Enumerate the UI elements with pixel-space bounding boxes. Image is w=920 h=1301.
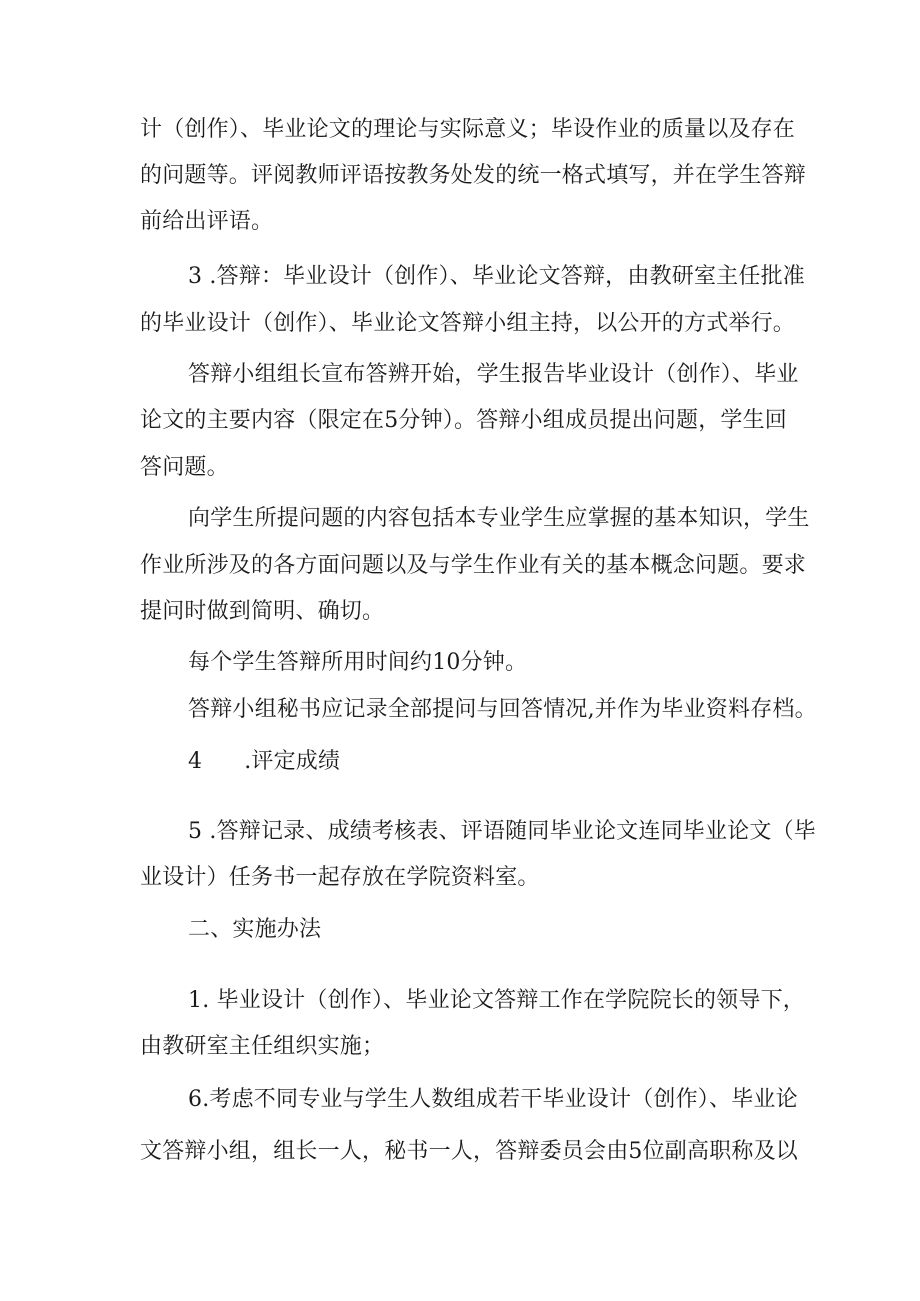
paragraph-line: 的问题等。评阅教师评语按教务处发的统一格式填写，并在学生答辩 bbox=[140, 163, 807, 188]
paragraph-line: 的毕业设计（创作）、毕业论文答辩小组主持，以公开的方式举行。 bbox=[140, 311, 796, 336]
item-label: .评定成绩 bbox=[244, 749, 341, 774]
paragraph-line: 6.考虑不同专业与学生人数组成若干毕业设计（创作）、毕业论 bbox=[188, 1087, 798, 1112]
paragraph-line: 答辩小组秘书应记录全部提问与回答情况,并作为毕业资料存档。 bbox=[188, 697, 817, 722]
paragraph-line: 文答辩小组，组长一人，秘书一人，答辩委员会由5位副高职称及以 bbox=[140, 1139, 798, 1164]
paragraph-line: 作业所涉及的各方面问题以及与学生作业有关的基本概念问题。要求 bbox=[140, 553, 807, 578]
paragraph-line: 计（创作）、毕业论文的理论与实际意义；毕设作业的质量以及存在 bbox=[140, 117, 796, 142]
paragraph-line: 业设计）任务书一起存放在学院资料室。 bbox=[140, 865, 540, 890]
numbered-heading-4 bbox=[0, 748, 920, 776]
paragraph-line: 答辩小组组长宣布答辨开始，学生报告毕业设计（创作）、毕业 bbox=[188, 362, 799, 387]
paragraph-line: 向学生所提问题的内容包括本专业学生应掌握的基本知识，学生 bbox=[188, 506, 810, 531]
paragraph-line: 3 .答辩：毕业设计（创作）、毕业论文答辩，由教研室主任批准 bbox=[188, 264, 805, 289]
paragraph-line: 由教研室主任组织实施； bbox=[140, 1034, 385, 1059]
paragraph-line: 提问时做到简明、确切。 bbox=[140, 599, 385, 624]
paragraph-line: 论文的主要内容（限定在5分钟）。答辩小组成员提出问题，学生回 bbox=[140, 408, 787, 433]
item-number: 4 bbox=[188, 749, 203, 774]
paragraph-line: 答问题。 bbox=[140, 455, 229, 480]
section-heading: 二、实施办法 bbox=[188, 917, 322, 942]
paragraph-line: 5 .答辩记录、成绩考核表、评语随同毕业论文连同毕业论文（毕 bbox=[188, 819, 816, 844]
paragraph-line: 每个学生答辩所用时间约10分钟。 bbox=[188, 650, 528, 675]
paragraph-line: 1. 毕业设计（创作）、毕业论文答辩工作在学院院长的领导下， bbox=[188, 988, 805, 1013]
paragraph-line: 前给出评语。 bbox=[140, 209, 274, 234]
